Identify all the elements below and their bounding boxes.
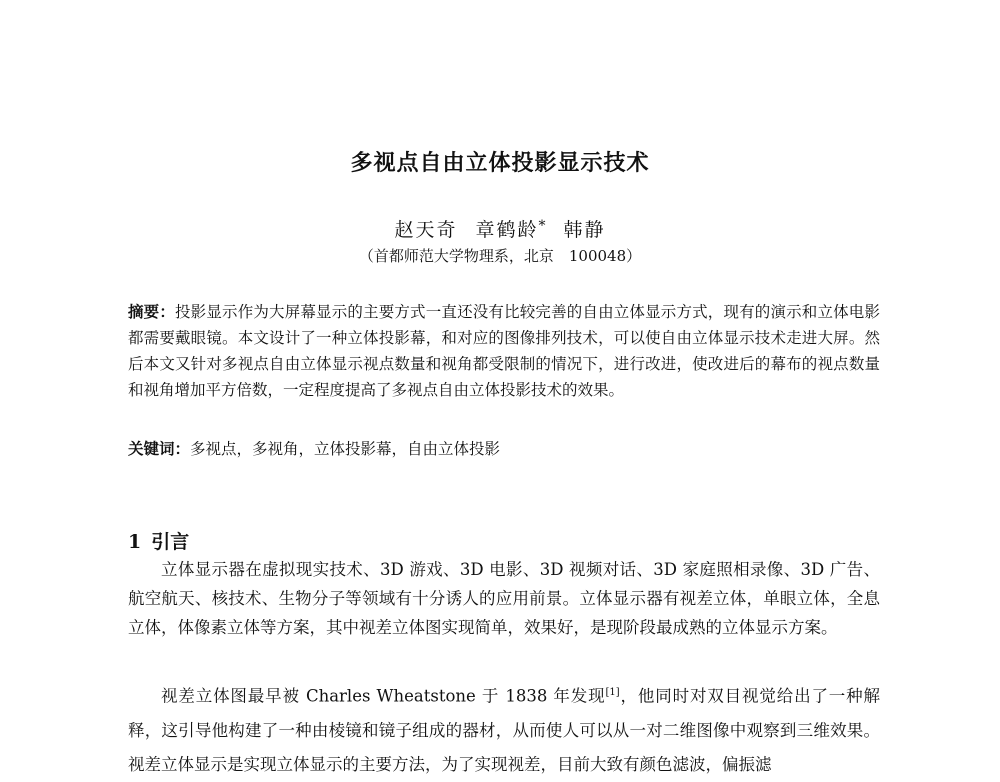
paper-title: 多视点自由立体投影显示技术	[350, 151, 650, 176]
section-title: 引言	[151, 531, 190, 553]
keywords-text: 多视点，多视角，立体投影幕，自由立体投影	[190, 440, 501, 458]
affiliation: （首都师范大学物理系，北京 100048）	[358, 247, 642, 265]
author-name: 韩静	[563, 219, 606, 241]
keywords	[128, 436, 880, 462]
author-name: 章鹤龄	[475, 219, 539, 241]
abstract-label: 摘要：	[128, 302, 176, 321]
paragraph-text: ，他同时对双目视觉给出了一种解释，这引导他构建了一种由棱镜和镜子组成的器材，从而使人可以从一对二维图像中观察到三维效果。视差立体显示是实现立体显示的主要方法，为了实现视差，目前大致有颜色滤波，偏振滤	[128, 686, 881, 774]
body-paragraph	[128, 676, 880, 782]
abstract-text: 投影显示作为大屏幕显示的主要方式一直还没有比较完善的自由立体显示方式，现有的演示和立体电影都需要戴眼镜。本文设计了一种立体投影幕，和对应的图像排列技术，可以使自由立体显示技术走进大屏。然后本文又针对多视点自由立体显示视点数量和视角都受限制的情况下，进行改进，使改进后的幕布的视点数量和视角增加平方倍数，一定程度提高了多视点自由立体投影技术的效果。	[128, 303, 880, 399]
section-heading	[128, 527, 189, 554]
author-line	[0, 215, 1000, 242]
body-paragraph: 立体显示器在虚拟现实技术、3D 游戏、3D 电影、3D 视频对话、3D 家庭照相录像、3D 广告、航空航天、核技术、生物分子等领域有十分诱人的应用前景。立体显示器有视差立体，单眼立体，全息立体，体像素立体等方案，其中视差立体图实现简单，效果好，是现阶段最成熟的立体显示方案。	[128, 560, 880, 637]
author-name: 赵天奇	[394, 219, 458, 241]
section-number: 1	[128, 531, 142, 553]
paragraph-text: 视差立体图最早被 Charles Wheatstone 于 1838 年发现	[161, 686, 606, 706]
keywords-label: 关键词：	[128, 439, 191, 458]
corresponding-author-mark: *	[538, 218, 546, 234]
citation-ref[interactable]: [1]	[605, 687, 620, 698]
abstract	[128, 299, 880, 403]
